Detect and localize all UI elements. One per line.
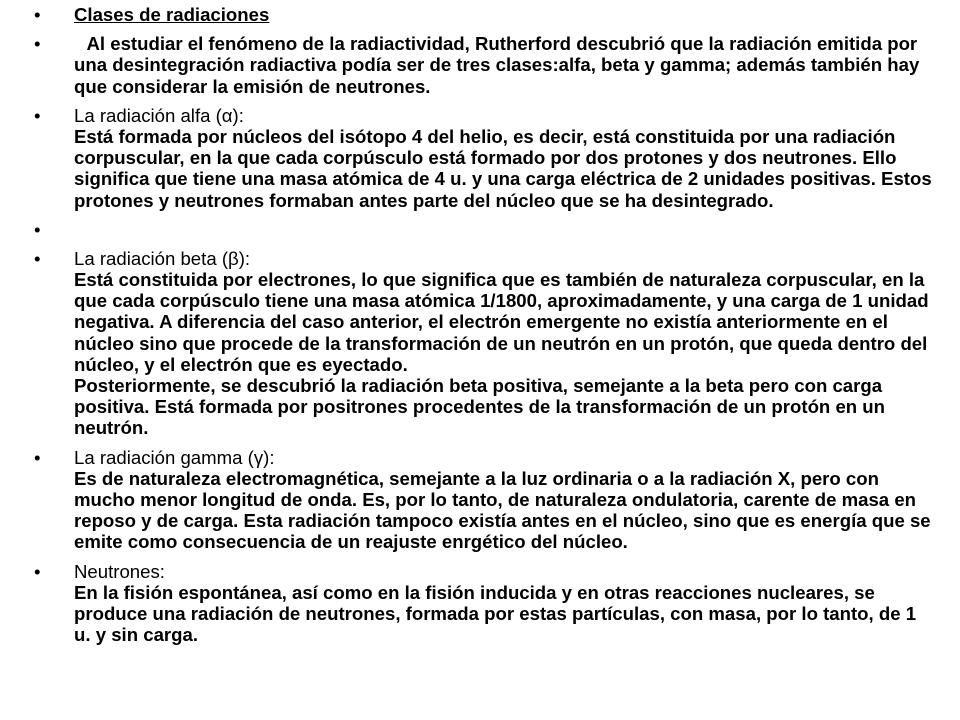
- bullet-dot: •: [34, 560, 41, 582]
- bullet-intro: [34, 33, 934, 97]
- beta-body-positive: Posteriormente, se descubrió la radiación beta positiva, semejante a la beta pero con carga positiva. Está formada por positrones procedentes de la transformación de un protón en un neutrón.: [74, 375, 886, 439]
- beta-heading: La radiación beta (β):: [74, 247, 251, 269]
- bullet-alfa: [34, 105, 934, 211]
- gamma-heading: La radiación gamma (γ):: [74, 446, 275, 468]
- bullet-dot: •: [34, 104, 41, 126]
- bullet-clases-de-radiaciones: [34, 4, 934, 25]
- beta-body: Está constituida por electrones, lo que significa que es también de naturaleza corpuscular, en la que cada corpúsculo tiene una masa atómica 1/1800, aproximadamente, y una carga de 1 unidad negativa. A diferencia del caso anterior, el electrón emergente no existía anteriormente en el núcleo sino que procede de la transformación de un neutrón en un protón, que queda dentro del núcleo, y el electrón que es eyectado.: [74, 269, 929, 375]
- neutrones-heading: Neutrones:: [74, 560, 165, 582]
- bullet-dot: •: [34, 446, 41, 468]
- section-title: Clases de radiaciones: [74, 4, 270, 25]
- bullet-empty: [34, 219, 934, 240]
- alfa-heading: La radiación alfa (α):: [74, 104, 244, 126]
- gamma-body: Es de naturaleza electromagnética, semejante a la luz ordinaria o a la radiación X, pero con mucho menor longitud de onda. Es, por lo tanto, de naturaleza ondulatoria, carente de masa en reposo y de carga. Esta radiación tampoco existía antes en el núcleo, sino que es energía que se emite como consecuencia de un reajuste enrgético del núcleo.: [74, 467, 931, 553]
- bullet-list: [34, 4, 934, 653]
- bullet-beta: [34, 248, 934, 439]
- bullet-dot: •: [34, 4, 41, 25]
- alfa-body: Está formada por núcleos del isótopo 4 del helio, es decir, está constituida por una radiación corpuscular, en la que cada corpúsculo está formado por dos protones y dos neutrones. Ello significa que tiene una masa atómica de 4 u. y una carga eléctrica de 2 unidades positivas. Estos protones y neutrones formaban antes parte del núcleo que se ha desintegrado.: [74, 126, 932, 211]
- bullet-neutrones: [34, 561, 934, 646]
- bullet-dot: •: [34, 218, 41, 240]
- bullet-dot: •: [34, 33, 41, 55]
- neutrones-body: En la fisión espontánea, así como en la fisión inducida y en otras reacciones nucleares, se produce una radiación de neutrones, formada por estas partículas, con masa, por lo tanto, de 1 u. y sin carga.: [74, 581, 917, 646]
- bullet-gamma: [34, 447, 934, 553]
- intro-text: Al estudiar el fenómeno de la radiactividad, Rutherford descubrió que la radiación emitida por una desintegración radiactiva podía ser de tres clases:alfa, beta y gamma; además también hay que considerar la emisión de neutrones.: [74, 33, 920, 97]
- bullet-dot: •: [34, 247, 41, 269]
